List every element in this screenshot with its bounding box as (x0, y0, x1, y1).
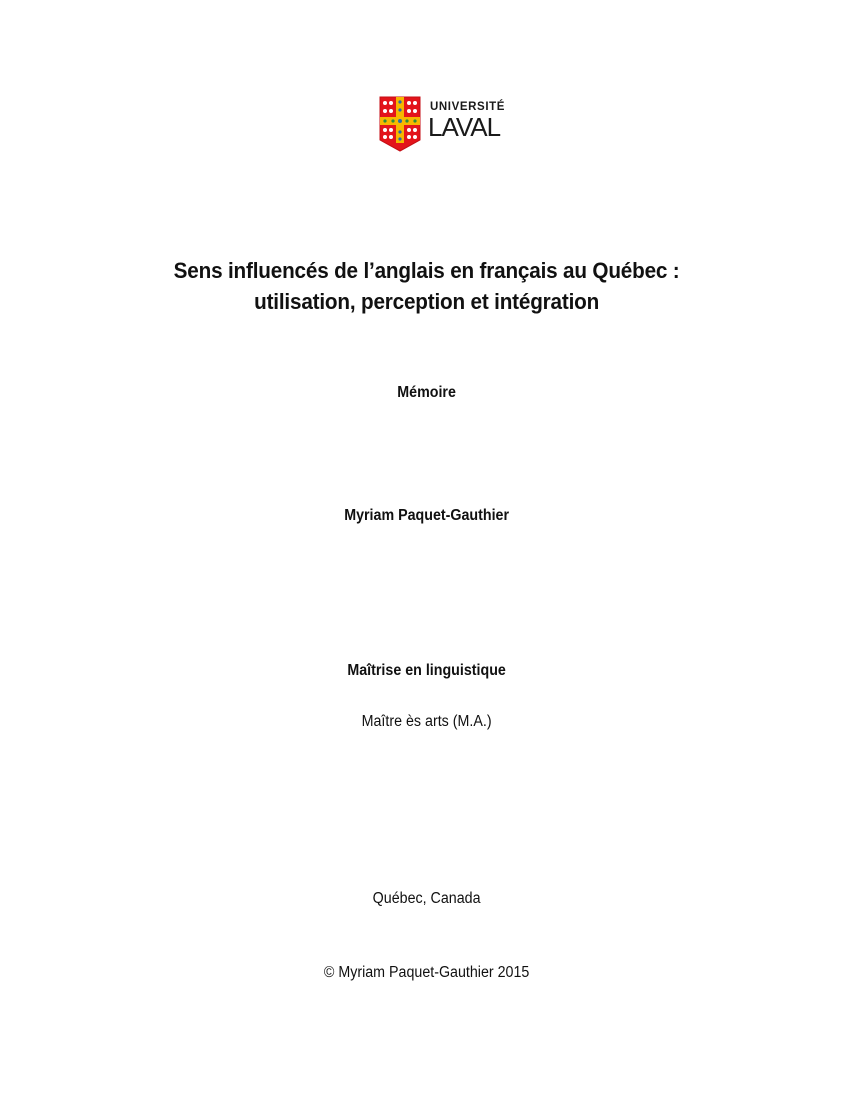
program-name: Maîtrise en linguistique (347, 662, 506, 679)
universite-laval-logo (379, 96, 519, 152)
document-type: Mémoire (397, 384, 456, 401)
degree-name: Maître ès arts (M.A.) (361, 713, 492, 730)
thesis-title-line-2: utilisation, perception et intégration (254, 289, 600, 314)
university-shield-icon (379, 96, 421, 152)
copyright-notice: © Myriam Paquet-Gauthier 2015 (323, 964, 530, 981)
author-name: Myriam Paquet-Gauthier (344, 507, 510, 524)
thesis-title-line-1: Sens influencés de l’anglais en français au Québec : (173, 258, 680, 283)
place-of-publication: Québec, Canada (372, 890, 481, 907)
logo-text-universite: UNIVERSITÉ (430, 101, 506, 113)
thesis-title (36, 255, 818, 317)
logo-text-laval: LAVAL (428, 112, 501, 142)
